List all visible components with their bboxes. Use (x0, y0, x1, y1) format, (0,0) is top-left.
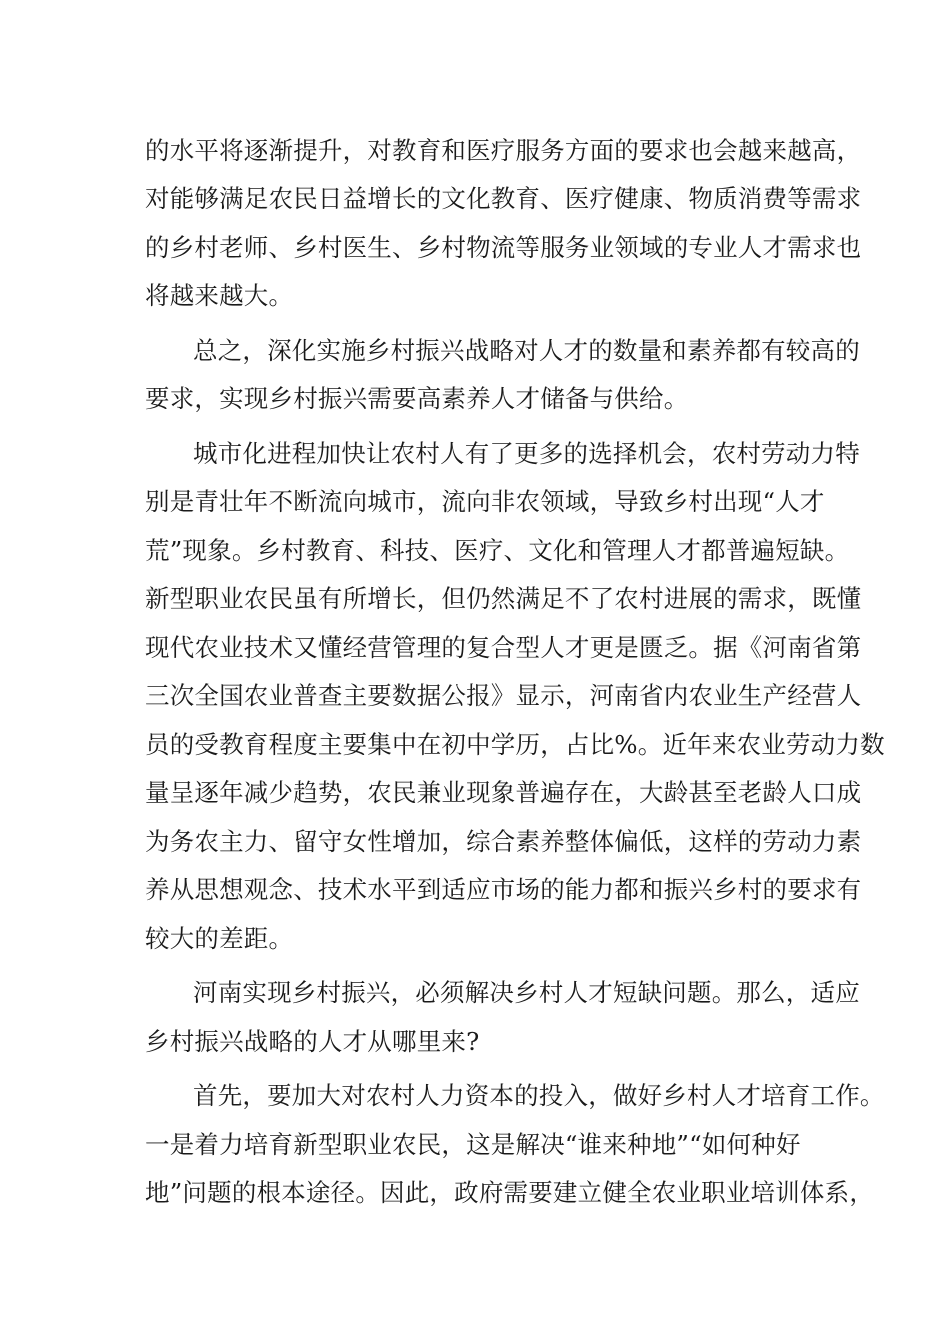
paragraph-first-line: 总之，深化实施乡村振兴战略对人才的数量和素养都有较高的 (193, 336, 860, 365)
text-line: 乡村振兴战略的人才从哪里来? (145, 1027, 480, 1056)
text-line: 的水平将逐渐提升，对教育和医疗服务方面的要求也会越来越高， (145, 136, 862, 165)
text-line: 现代农业技术又懂经营管理的复合型人才更是匮乏。据《河南省第 (145, 633, 862, 662)
text-line: 的乡村老师、乡村医生、乡村物流等服务业领域的专业人才需求也 (145, 233, 862, 262)
text-line: 将越来越大。 (145, 281, 294, 310)
text-line: 量呈逐年减少趋势，农民兼业现象普遍存在，大龄甚至老龄人口成 (145, 778, 862, 807)
text-line: 较大的差距。 (145, 924, 294, 953)
paragraph-first-line: 城市化进程加快让农村人有了更多的选择机会，农村劳动力特 (193, 439, 860, 468)
text-line: 荒”现象。乡村教育、科技、医疗、文化和管理人才都普遍短缺。 (145, 536, 850, 565)
text-line: 员的受教育程度主要集中在初中学历，占比%。近年来农业劳动力数 (145, 730, 885, 759)
text-line: 为务农主力、留守女性增加，综合素养整体偏低，这样的劳动力素 (145, 827, 862, 856)
text-line: 要求，实现乡村振兴需要高素养人才储备与供给。 (145, 384, 689, 413)
text-line: 新型职业农民虽有所增长，但仍然满足不了农村进展的需求，既懂 (145, 584, 862, 613)
text-line: 一是着力培育新型职业农民，这是解决“谁来种地”“如何种好 (145, 1130, 801, 1159)
text-line: 别是青壮年不断流向城市，流向非农领域，导致乡村出现“人才 (145, 487, 825, 516)
paragraph-first-line: 首先，要加大对农村人力资本的投入，做好乡村人才培育工作。 (193, 1081, 885, 1110)
text-line: 养从思想观念、技术水平到适应市场的能力都和振兴乡村的要求有 (145, 875, 862, 904)
text-line: 对能够满足农民日益增长的文化教育、医疗健康、物质消费等需求 (145, 184, 862, 213)
text-line: 三次全国农业普查主要数据公报》显示，河南省内农业生产经营人 (145, 681, 862, 710)
text-line: 地”问题的根本途径。因此，政府需要建立健全农业职业培训体系， (145, 1178, 875, 1207)
paragraph-first-line: 河南实现乡村振兴，必须解决乡村人才短缺问题。那么，适应 (193, 978, 860, 1007)
